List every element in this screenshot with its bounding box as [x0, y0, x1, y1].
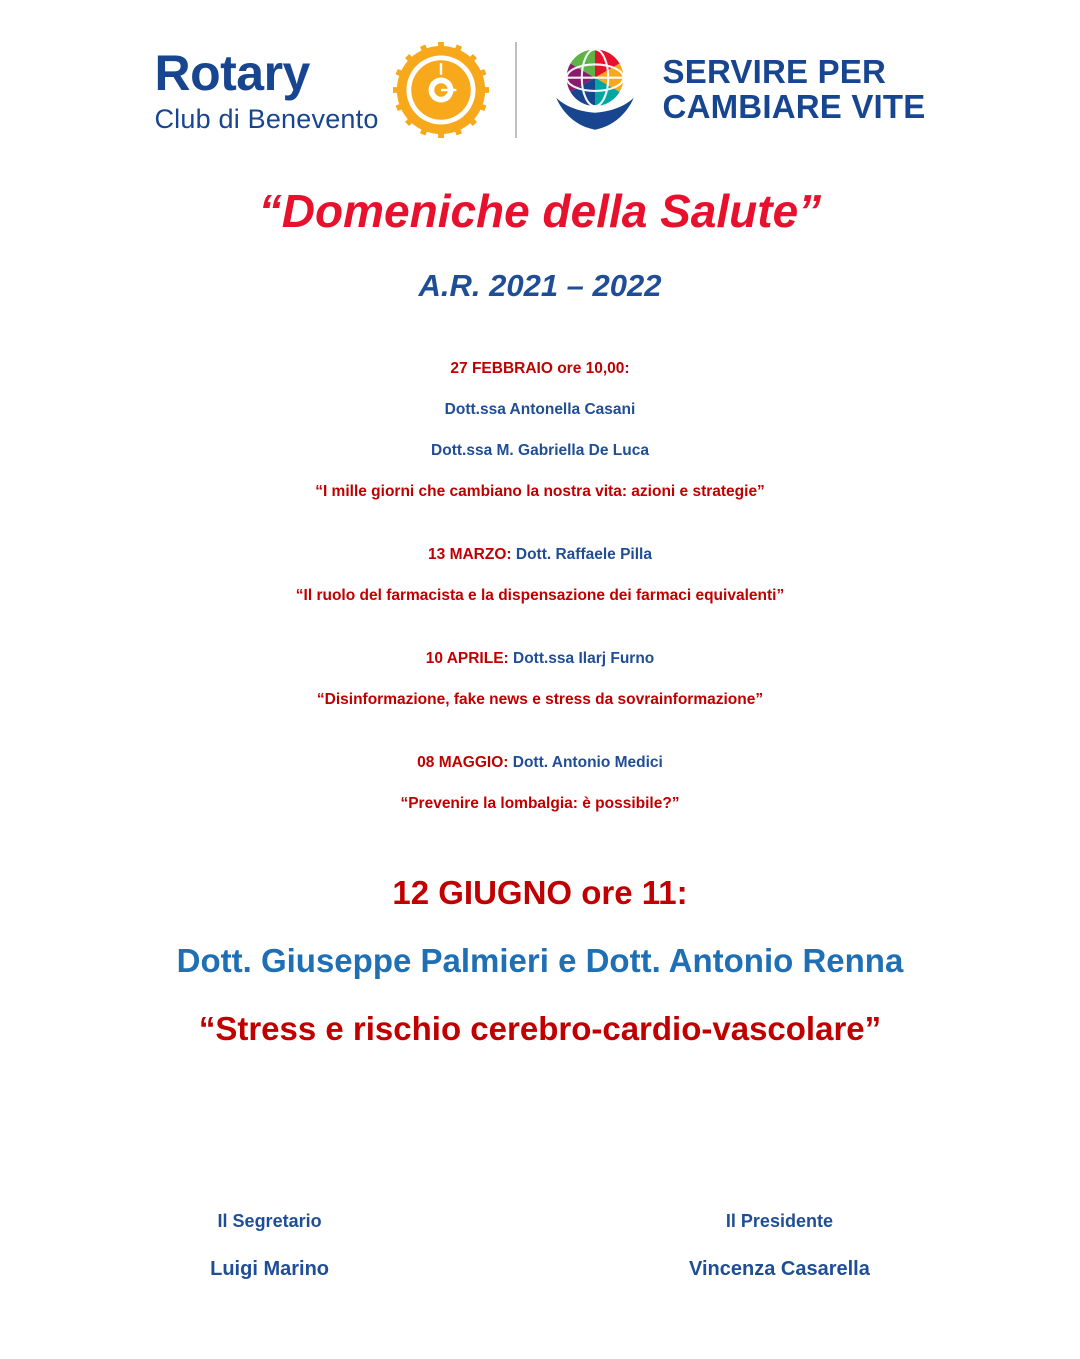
program-entry	[0, 754, 1080, 812]
program-entry	[0, 650, 1080, 708]
president-signature	[689, 1211, 870, 1281]
secretary-role: Il Segretario	[217, 1211, 322, 1231]
theme-line-1: SERVIRE PER	[662, 53, 887, 91]
rotary-wordmark	[154, 44, 379, 134]
program-entry	[0, 546, 1080, 604]
program-entry	[0, 360, 1080, 500]
president-role: Il Presidente	[725, 1211, 833, 1231]
rotary-wheel-icon	[393, 42, 489, 138]
theme-wordmark	[663, 55, 926, 124]
program-date: 08 MAGGIO:	[417, 754, 509, 772]
program-date-speaker	[0, 650, 1080, 667]
document-header	[0, 0, 1080, 138]
program-speaker: Dott. Raffaele Pilla	[515, 546, 652, 564]
program-speaker: Dott.ssa Antonella Casani	[444, 401, 636, 419]
highlight-topic: “Stress e rischio cerebro-cardio-vascolare”	[198, 1010, 882, 1048]
highlight-speakers: Dott. Giuseppe Palmieri e Dott. Antonio Renna	[176, 942, 904, 980]
program-topic: “I mille giorni che cambiano la nostra vita: azioni e strategie”	[315, 483, 765, 501]
program-speaker: Dott.ssa Ilarj Furno	[513, 650, 655, 668]
program-date: 27 FEBBRAIO ore 10,00:	[450, 360, 630, 377]
theme-logo-lockup	[543, 44, 926, 136]
program-speaker: Dott.ssa M. Gabriella De Luca	[431, 442, 649, 460]
signature-block	[0, 1211, 1080, 1281]
program-topic: “Disinformazione, fake news e stress da sovrainformazione”	[316, 691, 764, 709]
program-list	[0, 360, 1080, 812]
program-date-speaker	[0, 754, 1080, 771]
logo-divider	[515, 42, 517, 138]
program-date: 10 APRILE:	[425, 650, 509, 668]
highlight-event	[0, 874, 1080, 1048]
president-name: Vincenza Casarella	[689, 1258, 870, 1280]
highlight-date: 12 GIUGNO ore 11:	[392, 874, 688, 912]
program-date-speaker	[0, 546, 1080, 563]
page-title: “Domeniche della Salute”	[258, 185, 822, 237]
program-topic: “Prevenire la lombalgia: è possibile?”	[400, 795, 680, 813]
page-subtitle: A.R. 2021 – 2022	[418, 268, 662, 303]
program-topic: “Il ruolo del farmacista e la dispensazione dei farmaci equivalenti”	[295, 587, 785, 605]
theme-line-2: CAMBIARE VITE	[662, 88, 926, 125]
rotary-logo-lockup	[154, 42, 488, 138]
serving-to-change-lives-icon	[543, 44, 647, 136]
secretary-signature	[210, 1211, 329, 1281]
rotary-name: Rotary	[154, 44, 310, 101]
program-date: 13 MARZO:	[428, 546, 512, 564]
program-speaker: Dott. Antonio Medici	[512, 754, 663, 772]
secretary-name: Luigi Marino	[210, 1258, 330, 1280]
rotary-club-name: Club di Benevento	[154, 103, 379, 134]
